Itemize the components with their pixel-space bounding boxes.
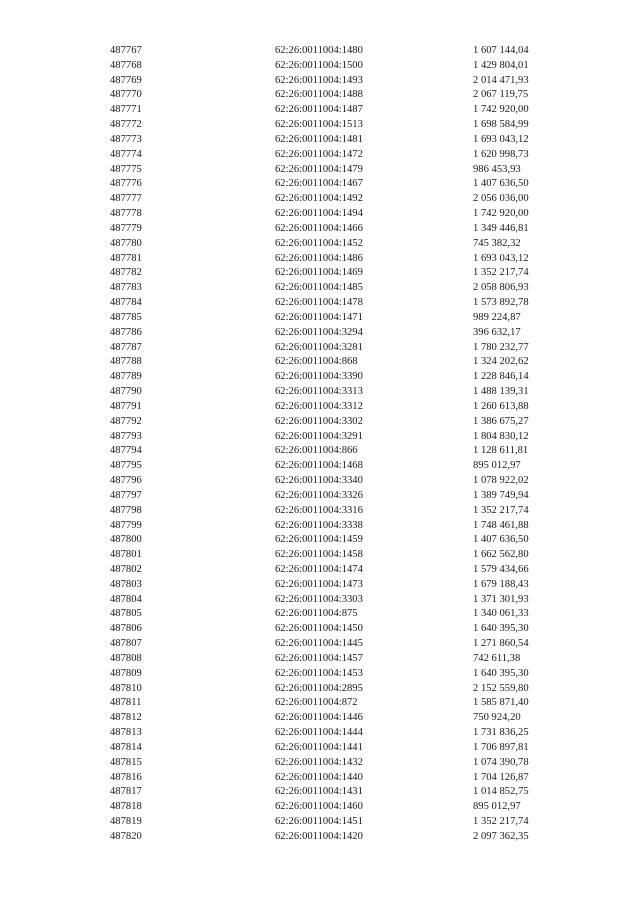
table-row [0,266,640,281]
table-row [0,519,640,534]
row-number-cell: 487780 [110,237,142,249]
cadastral-value-cell: 1 662 562,80 [473,549,529,561]
cadastral-value-cell: 1 693 043,12 [473,252,529,264]
row-number-cell: 487809 [110,667,142,679]
cadastral-number-cell: 62:26:0011004:1481 [275,133,363,145]
cadastral-value-cell: 1 352 217,74 [473,267,529,279]
table-row [0,548,640,563]
row-number-cell: 487803 [110,578,142,590]
table-row [0,222,640,237]
cadastral-value-cell: 1 078 922,02 [473,475,529,487]
cadastral-number-cell: 62:26:0011004:1474 [275,563,363,575]
table-row [0,44,640,59]
cadastral-number-cell: 62:26:0011004:1450 [275,623,363,635]
row-number-cell: 487800 [110,534,142,546]
cadastral-number-cell: 62:26:0011004:1458 [275,549,363,561]
row-number-cell: 487770 [110,89,142,101]
table-row [0,148,640,163]
cadastral-value-cell: 1 429 804,01 [473,59,529,71]
table-row [0,682,640,697]
cadastral-value-cell: 1 340 061,33 [473,608,529,620]
cadastral-number-cell: 62:26:0011004:1473 [275,578,363,590]
row-number-cell: 487794 [110,445,142,457]
cadastral-value-cell: 1 128 611,81 [473,445,529,457]
cadastral-number-cell: 62:26:0011004:3291 [275,430,363,442]
row-number-cell: 487768 [110,59,142,71]
cadastral-number-cell: 62:26:0011004:1492 [275,193,363,205]
row-number-cell: 487810 [110,682,142,694]
row-number-cell: 487778 [110,208,142,220]
table-row [0,237,640,252]
cadastral-value-cell: 742 611,38 [473,652,521,664]
table-row [0,504,640,519]
cadastral-number-cell: 62:26:0011004:866 [275,445,358,457]
table-row [0,296,640,311]
cadastral-value-cell: 1 640 395,30 [473,623,529,635]
row-number-cell: 487777 [110,193,142,205]
cadastral-number-cell: 62:26:0011004:1452 [275,237,363,249]
row-number-cell: 487786 [110,326,142,338]
cadastral-value-cell: 2 014 471,93 [473,74,529,86]
cadastral-number-cell: 62:26:0011004:1451 [275,816,363,828]
row-number-cell: 487815 [110,756,142,768]
table-row [0,341,640,356]
cadastral-value-cell: 1 679 188,43 [473,578,529,590]
cadastral-value-cell: 2 056 036,00 [473,193,529,205]
row-number-cell: 487769 [110,74,142,86]
cadastral-value-cell: 2 058 806,93 [473,282,529,294]
row-number-cell: 487772 [110,119,142,131]
cadastral-number-cell: 62:26:0011004:3326 [275,489,363,501]
row-number-cell: 487814 [110,741,142,753]
cadastral-number-cell: 62:26:0011004:1441 [275,741,363,753]
table-row [0,118,640,133]
table-row [0,533,640,548]
row-number-cell: 487775 [110,163,142,175]
cadastral-value-cell: 2 152 559,80 [473,682,529,694]
table-row [0,593,640,608]
cadastral-number-cell: 62:26:0011004:2895 [275,682,363,694]
row-number-cell: 487776 [110,178,142,190]
cadastral-number-cell: 62:26:0011004:1493 [275,74,363,86]
table-row [0,400,640,415]
row-number-cell: 487798 [110,504,142,516]
cadastral-value-cell: 1 585 871,40 [473,697,529,709]
cadastral-number-cell: 62:26:0011004:3340 [275,475,363,487]
cadastral-value-cell: 1 352 217,74 [473,504,529,516]
table-row [0,800,640,815]
row-number-cell: 487773 [110,133,142,145]
row-number-cell: 487785 [110,311,142,323]
table-row [0,163,640,178]
table-row [0,430,640,445]
cadastral-value-cell: 1 271 860,54 [473,638,529,650]
table-row [0,578,640,593]
cadastral-number-cell: 62:26:0011004:1513 [275,119,363,131]
row-number-cell: 487812 [110,712,142,724]
table-row [0,474,640,489]
cadastral-value-cell: 1 704 126,87 [473,771,529,783]
table-row [0,281,640,296]
cadastral-number-cell: 62:26:0011004:3281 [275,341,363,353]
row-number-cell: 487796 [110,475,142,487]
row-number-cell: 487787 [110,341,142,353]
row-number-cell: 487783 [110,282,142,294]
row-number-cell: 487820 [110,830,142,842]
cadastral-number-cell: 62:26:0011004:1486 [275,252,363,264]
cadastral-number-cell: 62:26:0011004:1479 [275,163,363,175]
cadastral-value-cell: 986 453,93 [473,163,521,175]
cadastral-value-cell: 1 389 749,94 [473,489,529,501]
cadastral-number-cell: 62:26:0011004:3303 [275,593,363,605]
cadastral-value-cell: 895 012,97 [473,460,521,472]
table-row [0,177,640,192]
row-number-cell: 487817 [110,786,142,798]
row-number-cell: 487807 [110,638,142,650]
cadastral-number-cell: 62:26:0011004:1445 [275,638,363,650]
table-row [0,459,640,474]
row-number-cell: 487819 [110,816,142,828]
row-number-cell: 487806 [110,623,142,635]
cadastral-number-cell: 62:26:0011004:1446 [275,712,363,724]
row-number-cell: 487788 [110,356,142,368]
cadastral-value-cell: 1 371 301,93 [473,593,529,605]
row-number-cell: 487792 [110,415,142,427]
cadastral-number-cell: 62:26:0011004:1453 [275,667,363,679]
row-number-cell: 487791 [110,400,142,412]
cadastral-number-cell: 62:26:0011004:3294 [275,326,363,338]
cadastral-value-cell: 1 386 675,27 [473,415,529,427]
table-row [0,622,640,637]
table-row [0,830,640,845]
row-number-cell: 487804 [110,593,142,605]
cadastral-number-cell: 62:26:0011004:3312 [275,400,363,412]
cadastral-value-cell: 1 607 144,04 [473,45,529,56]
cadastral-value-cell: 1 640 395,30 [473,667,529,679]
table-row [0,726,640,741]
cadastral-number-cell: 62:26:0011004:1488 [275,89,363,101]
cadastral-number-cell: 62:26:0011004:1471 [275,311,363,323]
cadastral-value-cell: 1 074 390,78 [473,756,529,768]
table-row [0,103,640,118]
row-number-cell: 487797 [110,489,142,501]
cadastral-value-cell: 1 573 892,78 [473,297,529,309]
cadastral-number-cell: 62:26:0011004:872 [275,697,358,709]
table-row [0,489,640,504]
cadastral-number-cell: 62:26:0011004:1472 [275,148,363,160]
table-row [0,207,640,222]
row-number-cell: 487808 [110,652,142,664]
row-number-cell: 487789 [110,371,142,383]
table-row [0,563,640,578]
row-number-cell: 487813 [110,727,142,739]
row-number-cell: 487793 [110,430,142,442]
table-row [0,741,640,756]
table-row [0,444,640,459]
cadastral-value-cell: 1 693 043,12 [473,133,529,145]
row-number-cell: 487781 [110,252,142,264]
cadastral-value-cell: 1 407 636,50 [473,534,529,546]
table-row [0,415,640,430]
cadastral-value-table [0,44,640,845]
cadastral-value-cell: 1 324 202,62 [473,356,529,368]
cadastral-number-cell: 62:26:0011004:1420 [275,830,363,842]
row-number-cell: 487802 [110,563,142,575]
table-row [0,133,640,148]
cadastral-value-cell: 1 620 998,73 [473,148,529,160]
cadastral-value-cell: 2 067 119,75 [473,89,529,101]
cadastral-value-cell: 745 382,32 [473,237,521,249]
cadastral-number-cell: 62:26:0011004:3338 [275,519,363,531]
cadastral-number-cell: 62:26:0011004:3316 [275,504,363,516]
table-row [0,326,640,341]
cadastral-number-cell: 62:26:0011004:1480 [275,45,363,56]
cadastral-number-cell: 62:26:0011004:1467 [275,178,363,190]
table-row [0,711,640,726]
row-number-cell: 487816 [110,771,142,783]
row-number-cell: 487801 [110,549,142,561]
table-row [0,771,640,786]
row-number-cell: 487795 [110,460,142,472]
table-row [0,355,640,370]
row-number-cell: 487779 [110,222,142,234]
cadastral-number-cell: 62:26:0011004:3390 [275,371,363,383]
cadastral-value-cell: 1 706 897,81 [473,741,529,753]
cadastral-value-cell: 1 742 920,00 [473,104,529,116]
table-row [0,252,640,267]
cadastral-number-cell: 62:26:0011004:1478 [275,297,363,309]
cadastral-value-cell: 750 924,20 [473,712,521,724]
cadastral-number-cell: 62:26:0011004:1469 [275,267,363,279]
row-number-cell: 487799 [110,519,142,531]
cadastral-number-cell: 62:26:0011004:1444 [275,727,363,739]
table-row [0,756,640,771]
row-number-cell: 487811 [110,697,142,709]
cadastral-value-cell: 1 014 852,75 [473,786,529,798]
cadastral-number-cell: 62:26:0011004:1494 [275,208,363,220]
cadastral-value-cell: 1 698 584,99 [473,119,529,131]
cadastral-number-cell: 62:26:0011004:875 [275,608,358,620]
row-number-cell: 487784 [110,297,142,309]
row-number-cell: 487767 [110,45,142,56]
cadastral-value-cell: 1 349 446,81 [473,222,529,234]
cadastral-value-cell: 1 407 636,50 [473,178,529,190]
cadastral-number-cell: 62:26:0011004:1432 [275,756,363,768]
cadastral-number-cell: 62:26:0011004:1466 [275,222,363,234]
table-row [0,59,640,74]
cadastral-value-cell: 1 228 846,14 [473,371,529,383]
row-number-cell: 487771 [110,104,142,116]
row-number-cell: 487774 [110,148,142,160]
cadastral-value-cell: 1 748 461,88 [473,519,529,531]
cadastral-number-cell: 62:26:0011004:868 [275,356,358,368]
table-row [0,652,640,667]
cadastral-number-cell: 62:26:0011004:1460 [275,801,363,813]
cadastral-number-cell: 62:26:0011004:1485 [275,282,363,294]
cadastral-number-cell: 62:26:0011004:1457 [275,652,363,664]
table-row [0,192,640,207]
cadastral-number-cell: 62:26:0011004:1500 [275,59,363,71]
table-row [0,385,640,400]
cadastral-value-cell: 396 632,17 [473,326,521,338]
table-row [0,370,640,385]
table-row [0,785,640,800]
cadastral-value-cell: 2 097 362,35 [473,830,529,842]
row-number-cell: 487790 [110,386,142,398]
table-row [0,311,640,326]
table-row [0,74,640,89]
cadastral-number-cell: 62:26:0011004:1459 [275,534,363,546]
cadastral-value-cell: 1 780 232,77 [473,341,529,353]
cadastral-value-cell: 895 012,97 [473,801,521,813]
cadastral-value-cell: 1 488 139,31 [473,386,529,398]
cadastral-value-cell: 1 579 434,66 [473,563,529,575]
table-row [0,637,640,652]
table-row [0,88,640,103]
cadastral-number-cell: 62:26:0011004:1468 [275,460,363,472]
row-number-cell: 487818 [110,801,142,813]
cadastral-value-cell: 989 224,87 [473,311,521,323]
cadastral-number-cell: 62:26:0011004:3302 [275,415,363,427]
cadastral-value-cell: 1 731 836,25 [473,727,529,739]
row-number-cell: 487782 [110,267,142,279]
cadastral-value-cell: 1 742 920,00 [473,208,529,220]
cadastral-value-cell: 1 804 830,12 [473,430,529,442]
cadastral-number-cell: 62:26:0011004:1440 [275,771,363,783]
table-row [0,696,640,711]
cadastral-number-cell: 62:26:0011004:3313 [275,386,363,398]
table-row [0,607,640,622]
table-row [0,815,640,830]
table-row [0,667,640,682]
row-number-cell: 487805 [110,608,142,620]
cadastral-number-cell: 62:26:0011004:1431 [275,786,363,798]
cadastral-value-cell: 1 260 613,88 [473,400,529,412]
cadastral-number-cell: 62:26:0011004:1487 [275,104,363,116]
cadastral-value-cell: 1 352 217,74 [473,816,529,828]
